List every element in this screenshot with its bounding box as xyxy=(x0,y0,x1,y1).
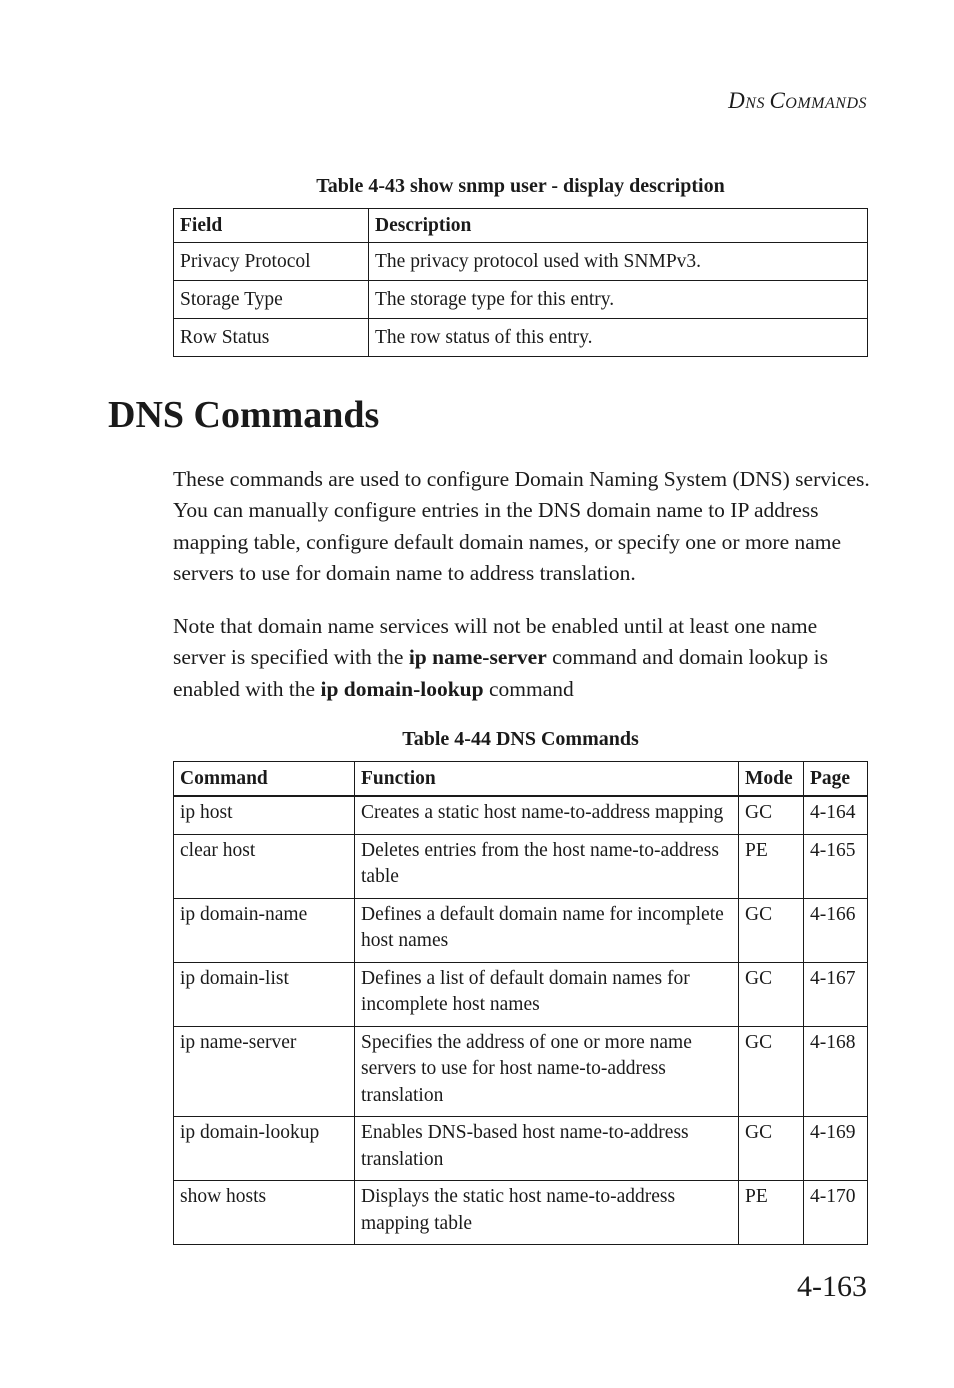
mode-cell: GC xyxy=(739,898,804,962)
column-header: Field xyxy=(174,209,369,243)
mode-cell: GC xyxy=(739,1026,804,1117)
column-header: Page xyxy=(804,762,868,797)
table-row xyxy=(174,281,868,319)
command-cell: ip domain-list xyxy=(174,962,355,1026)
field-cell: Row Status xyxy=(174,319,369,357)
column-header: Description xyxy=(369,209,868,243)
table-header-row xyxy=(174,209,868,243)
table-row xyxy=(174,898,868,962)
page-cell: 4-168 xyxy=(804,1026,868,1117)
section-title: DNS Commands xyxy=(108,394,380,436)
table-row xyxy=(174,243,868,281)
page-cell: 4-165 xyxy=(804,834,868,898)
function-cell: Defines a default domain name for incomplete host names xyxy=(355,898,739,962)
function-cell: Deletes entries from the host name-to-address table xyxy=(355,834,739,898)
description-cell: The storage type for this entry. xyxy=(369,281,868,319)
command-name: ip name-server xyxy=(408,645,547,670)
table-header-row xyxy=(174,762,868,797)
table-43-caption: Table 4-43 show snmp user - display description xyxy=(316,175,725,197)
intro-paragraph: These commands are used to configure Domain Naming System (DNS) services. You can manually configure entries in the DNS domain name to IP address mapping table, configure default domain names, or specify one or more name servers to use for domain name to address translation. xyxy=(173,467,870,585)
function-cell: Enables DNS-based host name-to-address translation xyxy=(355,1117,739,1181)
table-row xyxy=(174,319,868,357)
command-name: ip domain-lookup xyxy=(320,676,484,701)
command-cell: ip domain-name xyxy=(174,898,355,962)
table-row xyxy=(174,1026,868,1117)
column-header: Mode xyxy=(739,762,804,797)
mode-cell: PE xyxy=(739,834,804,898)
description-cell: The row status of this entry. xyxy=(369,319,868,357)
page-cell: 4-166 xyxy=(804,898,868,962)
description-cell: The privacy protocol used with SNMPv3. xyxy=(369,243,868,281)
table-row xyxy=(174,834,868,898)
field-cell: Privacy Protocol xyxy=(174,243,369,281)
page-cell: 4-167 xyxy=(804,962,868,1026)
function-cell: Displays the static host name-to-address mapping table xyxy=(355,1181,739,1245)
function-cell: Creates a static host name-to-address mapping xyxy=(355,796,739,834)
command-cell: show hosts xyxy=(174,1181,355,1245)
page-cell: 4-164 xyxy=(804,796,868,834)
mode-cell: GC xyxy=(739,962,804,1026)
function-cell: Specifies the address of one or more name servers to use for host name-to-address translation xyxy=(355,1026,739,1117)
mode-cell: GC xyxy=(739,796,804,834)
command-cell: ip name-server xyxy=(174,1026,355,1117)
table-row xyxy=(174,796,868,834)
table-row xyxy=(174,1181,868,1245)
page-cell: 4-169 xyxy=(804,1117,868,1181)
table-row xyxy=(174,962,868,1026)
command-cell: ip host xyxy=(174,796,355,834)
table-44-caption: Table 4-44 DNS Commands xyxy=(402,728,639,750)
running-head: DNS COMMANDS xyxy=(728,88,867,113)
table-43 xyxy=(173,208,868,357)
command-cell: ip domain-lookup xyxy=(174,1117,355,1181)
page-number: 4-163 xyxy=(797,1270,867,1303)
table-row xyxy=(174,1117,868,1181)
page-cell: 4-170 xyxy=(804,1181,868,1245)
field-cell: Storage Type xyxy=(174,281,369,319)
column-header: Function xyxy=(355,762,739,797)
command-cell: clear host xyxy=(174,834,355,898)
mode-cell: GC xyxy=(739,1117,804,1181)
column-header: Command xyxy=(174,762,355,797)
function-cell: Defines a list of default domain names for incomplete host names xyxy=(355,962,739,1026)
mode-cell: PE xyxy=(739,1181,804,1245)
table-44 xyxy=(173,761,868,1245)
note-paragraph: Note that domain name services will not be enabled until at least one name server is specified with the ip name-server command and domain lookup is enabled with the ip domain-lookup command xyxy=(173,614,829,701)
